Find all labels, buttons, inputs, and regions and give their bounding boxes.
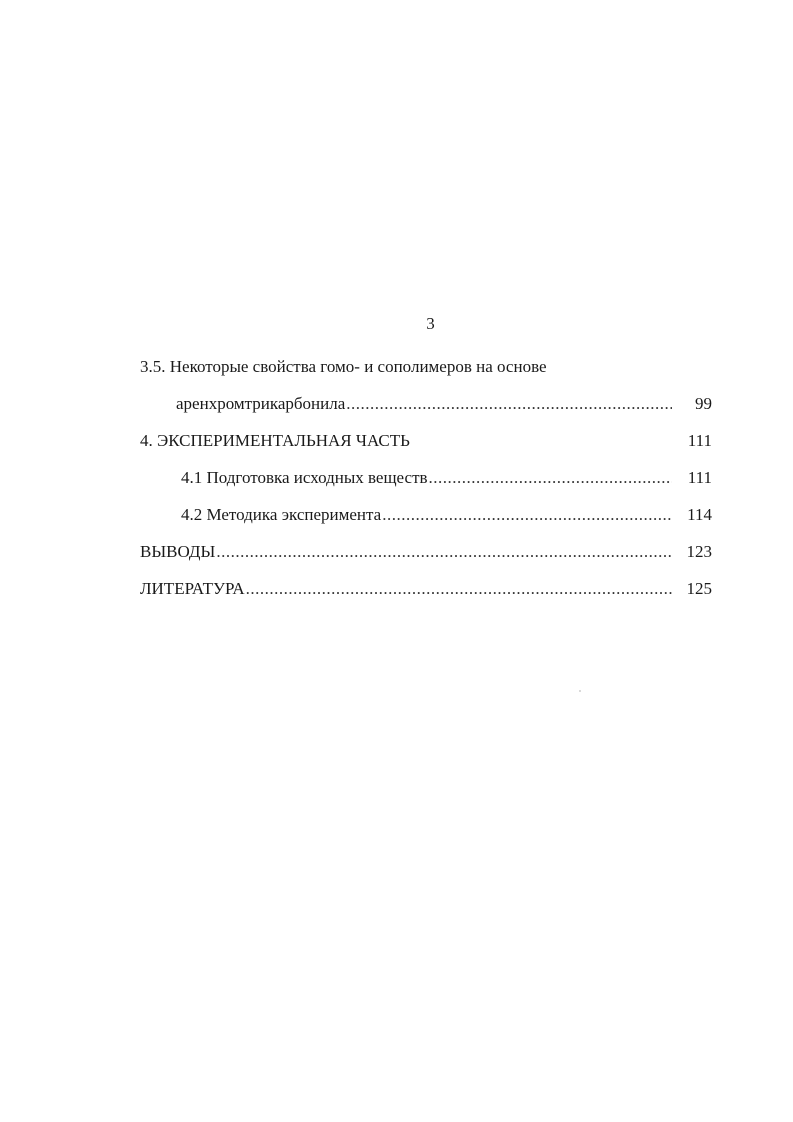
toc-entry-text: 4.1 Подготовка исходных веществ (181, 468, 428, 487)
toc-page-number: 99 (695, 394, 712, 413)
toc-entry-chapter-4 (140, 426, 712, 463)
toc-entry-conclusions (140, 537, 712, 574)
toc-entry-3-5-heading (140, 352, 712, 389)
toc-entry-literature (140, 574, 712, 611)
toc-entry-text: 4.2 Методика эксперимента (181, 505, 382, 524)
toc-page-number: 111 (687, 431, 712, 450)
toc-entry-4-1 (140, 463, 712, 500)
toc-page-number: 125 (686, 579, 712, 598)
toc-page-number: 111 (687, 468, 712, 487)
table-of-contents (140, 352, 712, 611)
dot-leader (346, 389, 672, 419)
page-number: 3 (426, 314, 435, 333)
toc-entry-4-2 (140, 500, 712, 537)
toc-entry-text: 3.5. Некоторые свойства гомо- и сополимеров на основе (140, 357, 547, 376)
scan-speck (579, 690, 581, 692)
toc-entry-text: ВЫВОДЫ (140, 542, 216, 561)
toc-entry-text: 4. ЭКСПЕРИМЕНТАЛЬНАЯ ЧАСТЬ (140, 431, 410, 450)
toc-entry-text: ЛИТЕРАТУРА (140, 579, 245, 598)
dot-leader (246, 574, 672, 604)
toc-page-number: 123 (686, 542, 712, 561)
toc-entry-3-5-continuation (140, 389, 712, 426)
toc-page-number: 114 (687, 505, 712, 524)
toc-entry-text: аренхромтрикарбонила (176, 394, 346, 413)
dot-leader (382, 500, 672, 530)
dot-leader (216, 537, 672, 567)
dot-leader (429, 463, 672, 493)
